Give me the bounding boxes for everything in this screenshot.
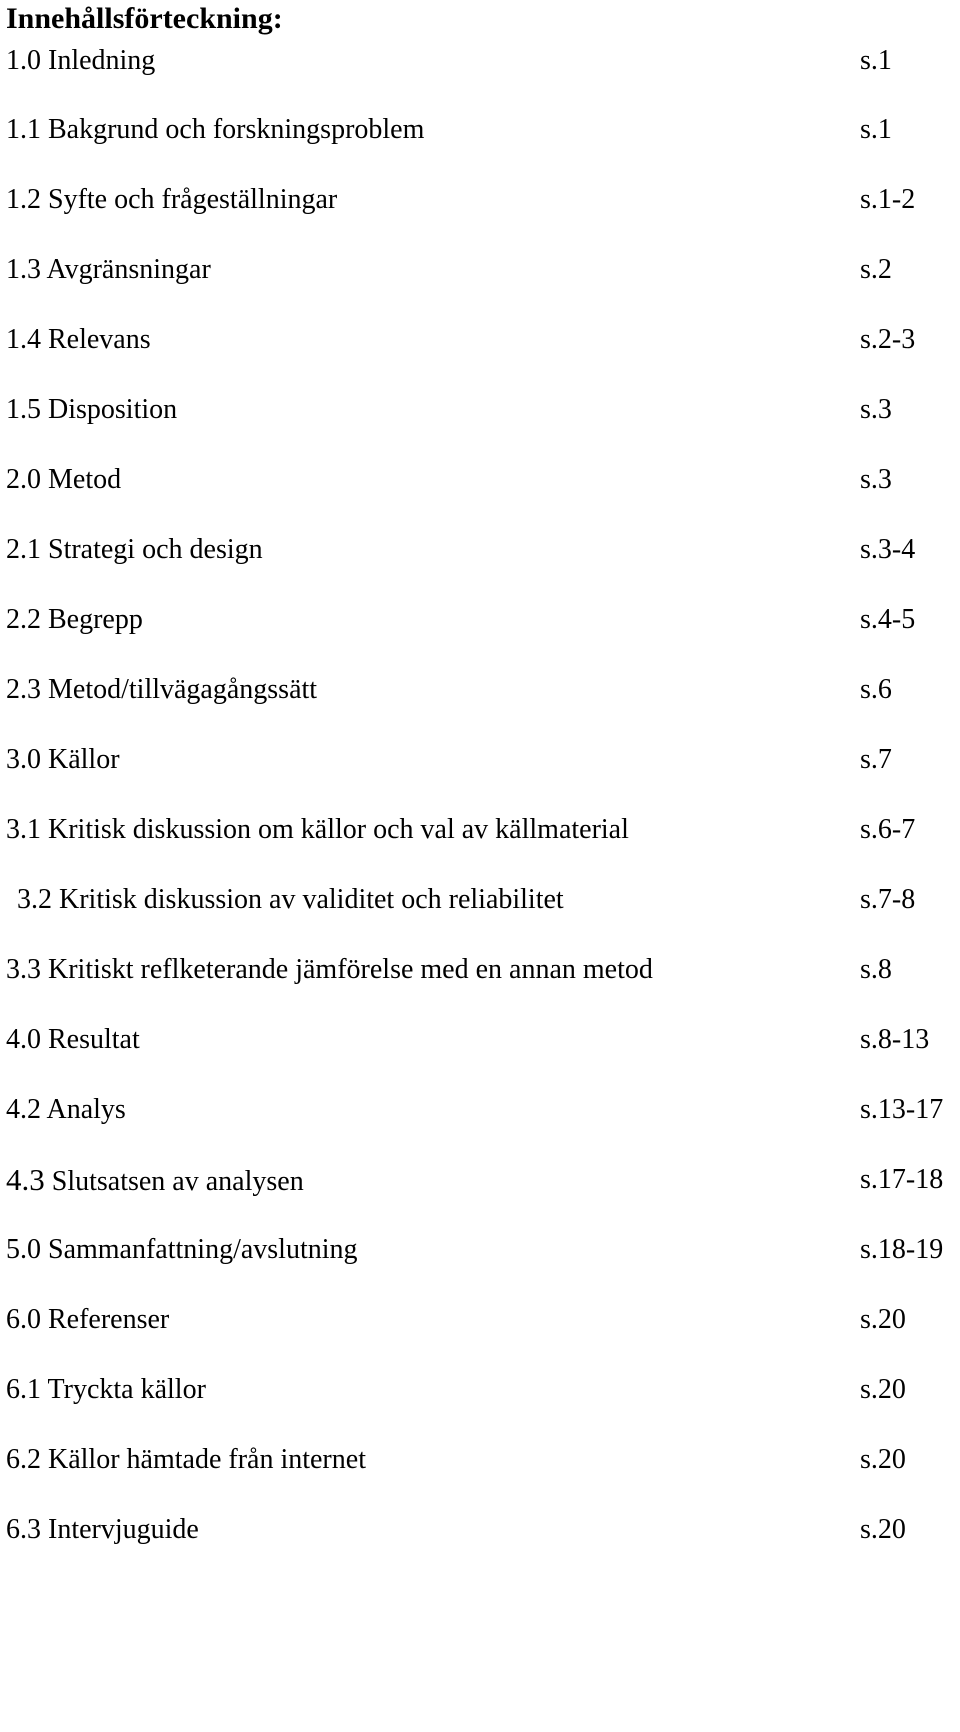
toc-entry-page: s.1 bbox=[860, 114, 892, 145]
toc-entry-title: Resultat bbox=[48, 1024, 140, 1055]
toc-entry bbox=[0, 1230, 960, 1270]
toc-entry-page: s.2 bbox=[860, 254, 892, 285]
toc-entry-number: 2.2 bbox=[6, 604, 41, 635]
toc-entry-number: 5.0 bbox=[6, 1234, 41, 1265]
toc-entry-page: s.8-13 bbox=[860, 1024, 930, 1055]
toc-entry-page: s.20 bbox=[860, 1374, 906, 1405]
toc-entry-title: Kritisk diskussion om källor och val av källmaterial bbox=[48, 814, 629, 845]
toc-entry-number: 6.2 bbox=[6, 1444, 41, 1475]
toc-entry-label bbox=[6, 250, 211, 290]
toc-entry-page: s.13-17 bbox=[860, 1094, 944, 1125]
toc-entry-page: s.3 bbox=[860, 464, 892, 495]
toc-entry-title: Inledning bbox=[48, 45, 156, 76]
toc-entry bbox=[0, 1160, 960, 1200]
toc-entry bbox=[0, 950, 960, 990]
toc-entry-number: 2.0 bbox=[6, 464, 41, 495]
toc-entry-title: Källor hämtade från internet bbox=[48, 1444, 366, 1475]
toc-entry-number: 6.0 bbox=[6, 1304, 41, 1335]
toc-entry-label bbox=[6, 180, 337, 220]
toc-entry-title: Metod/tillvägagångssätt bbox=[48, 674, 318, 705]
toc-entry bbox=[0, 41, 960, 81]
toc-entry-label bbox=[6, 1020, 140, 1060]
toc-entry-title: Disposition bbox=[48, 394, 178, 425]
toc-entry bbox=[0, 1090, 960, 1130]
toc-entry-number: 1.0 bbox=[6, 45, 41, 76]
toc-entry-label bbox=[6, 110, 424, 150]
toc-entry bbox=[0, 250, 960, 290]
toc-entry-page: s.6 bbox=[860, 674, 892, 705]
toc-entry bbox=[0, 460, 960, 500]
toc-entry-page: s.4-5 bbox=[860, 604, 916, 635]
toc-entry-number: 1.2 bbox=[6, 184, 41, 215]
toc-entry bbox=[0, 880, 960, 920]
toc-entry bbox=[0, 1020, 960, 1060]
toc-entry bbox=[0, 1510, 960, 1550]
toc-entry-label bbox=[6, 740, 120, 780]
toc-entry-page: s.7 bbox=[860, 744, 892, 775]
toc-entry-label bbox=[6, 1160, 304, 1202]
toc-entry-page: s.18-19 bbox=[860, 1234, 944, 1265]
toc-entry-page: s.20 bbox=[860, 1514, 906, 1545]
toc-entry-label bbox=[6, 1230, 358, 1270]
toc-entry-page: s.20 bbox=[860, 1304, 906, 1335]
toc-entry-title: Relevans bbox=[48, 324, 151, 355]
toc-entry-page: s.2-3 bbox=[860, 324, 916, 355]
toc-entry-title: Referenser bbox=[48, 1304, 170, 1335]
toc-entry-page: s.20 bbox=[860, 1444, 906, 1475]
toc-entry bbox=[0, 670, 960, 710]
toc-entry bbox=[0, 600, 960, 640]
toc-entry-label bbox=[6, 600, 143, 640]
toc-entry bbox=[0, 530, 960, 570]
toc-entry-number: 1.5 bbox=[6, 394, 41, 425]
toc-entry-title: Kritisk diskussion av validitet och reliabilitet bbox=[59, 884, 564, 915]
toc-entry-page: s.3 bbox=[860, 394, 892, 425]
toc-entry-label bbox=[6, 460, 121, 500]
toc-entry-title: Metod bbox=[48, 464, 122, 495]
toc-entry-title: Begrepp bbox=[48, 604, 143, 635]
toc-title: Innehållsförteckning: bbox=[6, 2, 283, 35]
toc-entry-title: Kritiskt reflketerande jämförelse med en annan metod bbox=[48, 954, 653, 985]
toc-entry-page: s.1 bbox=[860, 45, 892, 76]
toc-entry-number: 6.1 bbox=[6, 1374, 41, 1405]
toc-entry-number: 3.3 bbox=[6, 954, 41, 985]
toc-entry-label bbox=[6, 1510, 199, 1550]
toc-entry-label bbox=[17, 880, 564, 920]
toc-entry-label bbox=[6, 1300, 169, 1340]
toc-entry-title: Intervjuguide bbox=[48, 1514, 199, 1545]
toc-entry-title: Tryckta källor bbox=[47, 1374, 206, 1405]
toc-entry-number: 1.1 bbox=[6, 114, 41, 145]
toc-entry-label bbox=[6, 1370, 206, 1410]
toc-entry bbox=[0, 740, 960, 780]
toc-entry bbox=[0, 320, 960, 360]
toc-entry bbox=[0, 390, 960, 430]
toc-entry-title: Bakgrund och forskningsproblem bbox=[48, 114, 425, 145]
toc-entry-page: s.7-8 bbox=[860, 884, 916, 915]
toc-entry bbox=[0, 180, 960, 220]
toc-entry bbox=[0, 1370, 960, 1410]
toc-entry-label bbox=[6, 530, 263, 570]
toc-entry-title: Strategi och design bbox=[48, 534, 263, 565]
toc-entry-page: s.3-4 bbox=[860, 534, 916, 565]
toc-entry-title: Avgränsningar bbox=[46, 254, 211, 285]
toc-entry-number: 4.2 bbox=[6, 1094, 41, 1125]
toc-entry-page: s.6-7 bbox=[860, 814, 916, 845]
toc-entry-page: s.17-18 bbox=[860, 1164, 944, 1195]
toc-entry-label bbox=[6, 1440, 366, 1480]
toc-entry-page: s.8 bbox=[860, 954, 892, 985]
toc-entry-title: Källor bbox=[48, 744, 120, 775]
toc-entry-number: 4.3 bbox=[6, 1162, 45, 1197]
toc-entry-number: 3.0 bbox=[6, 744, 41, 775]
toc-entry-number: 6.3 bbox=[6, 1514, 41, 1545]
toc-entry-number: 3.1 bbox=[6, 814, 41, 845]
toc-entry-title: Syfte och frågeställningar bbox=[48, 184, 338, 215]
toc-entry-number: 1.4 bbox=[6, 324, 41, 355]
toc-entry bbox=[0, 1300, 960, 1340]
toc-entry-label bbox=[6, 670, 317, 710]
toc-entry-label bbox=[6, 390, 177, 430]
toc-entry-label bbox=[6, 810, 629, 850]
toc-entry-number: 2.3 bbox=[6, 674, 41, 705]
toc-entry-number: 2.1 bbox=[6, 534, 41, 565]
toc-entry-title: Sammanfattning/avslutning bbox=[48, 1234, 358, 1265]
toc-entry-number: 3.2 bbox=[17, 884, 52, 915]
toc-entry-number: 4.0 bbox=[6, 1024, 41, 1055]
toc-entry-number: 1.3 bbox=[6, 254, 41, 285]
toc-entry-label bbox=[6, 1090, 126, 1130]
toc-entry bbox=[0, 1440, 960, 1480]
toc-entry bbox=[0, 110, 960, 150]
toc-entry-label bbox=[6, 320, 151, 360]
toc-entry-title: Slutsatsen av analysen bbox=[51, 1166, 304, 1197]
toc-entry-title: Analys bbox=[46, 1094, 126, 1125]
toc-entry bbox=[0, 810, 960, 850]
toc-entry-page: s.1-2 bbox=[860, 184, 916, 215]
toc-entry-label bbox=[6, 950, 653, 990]
toc-entry-label bbox=[6, 41, 155, 81]
